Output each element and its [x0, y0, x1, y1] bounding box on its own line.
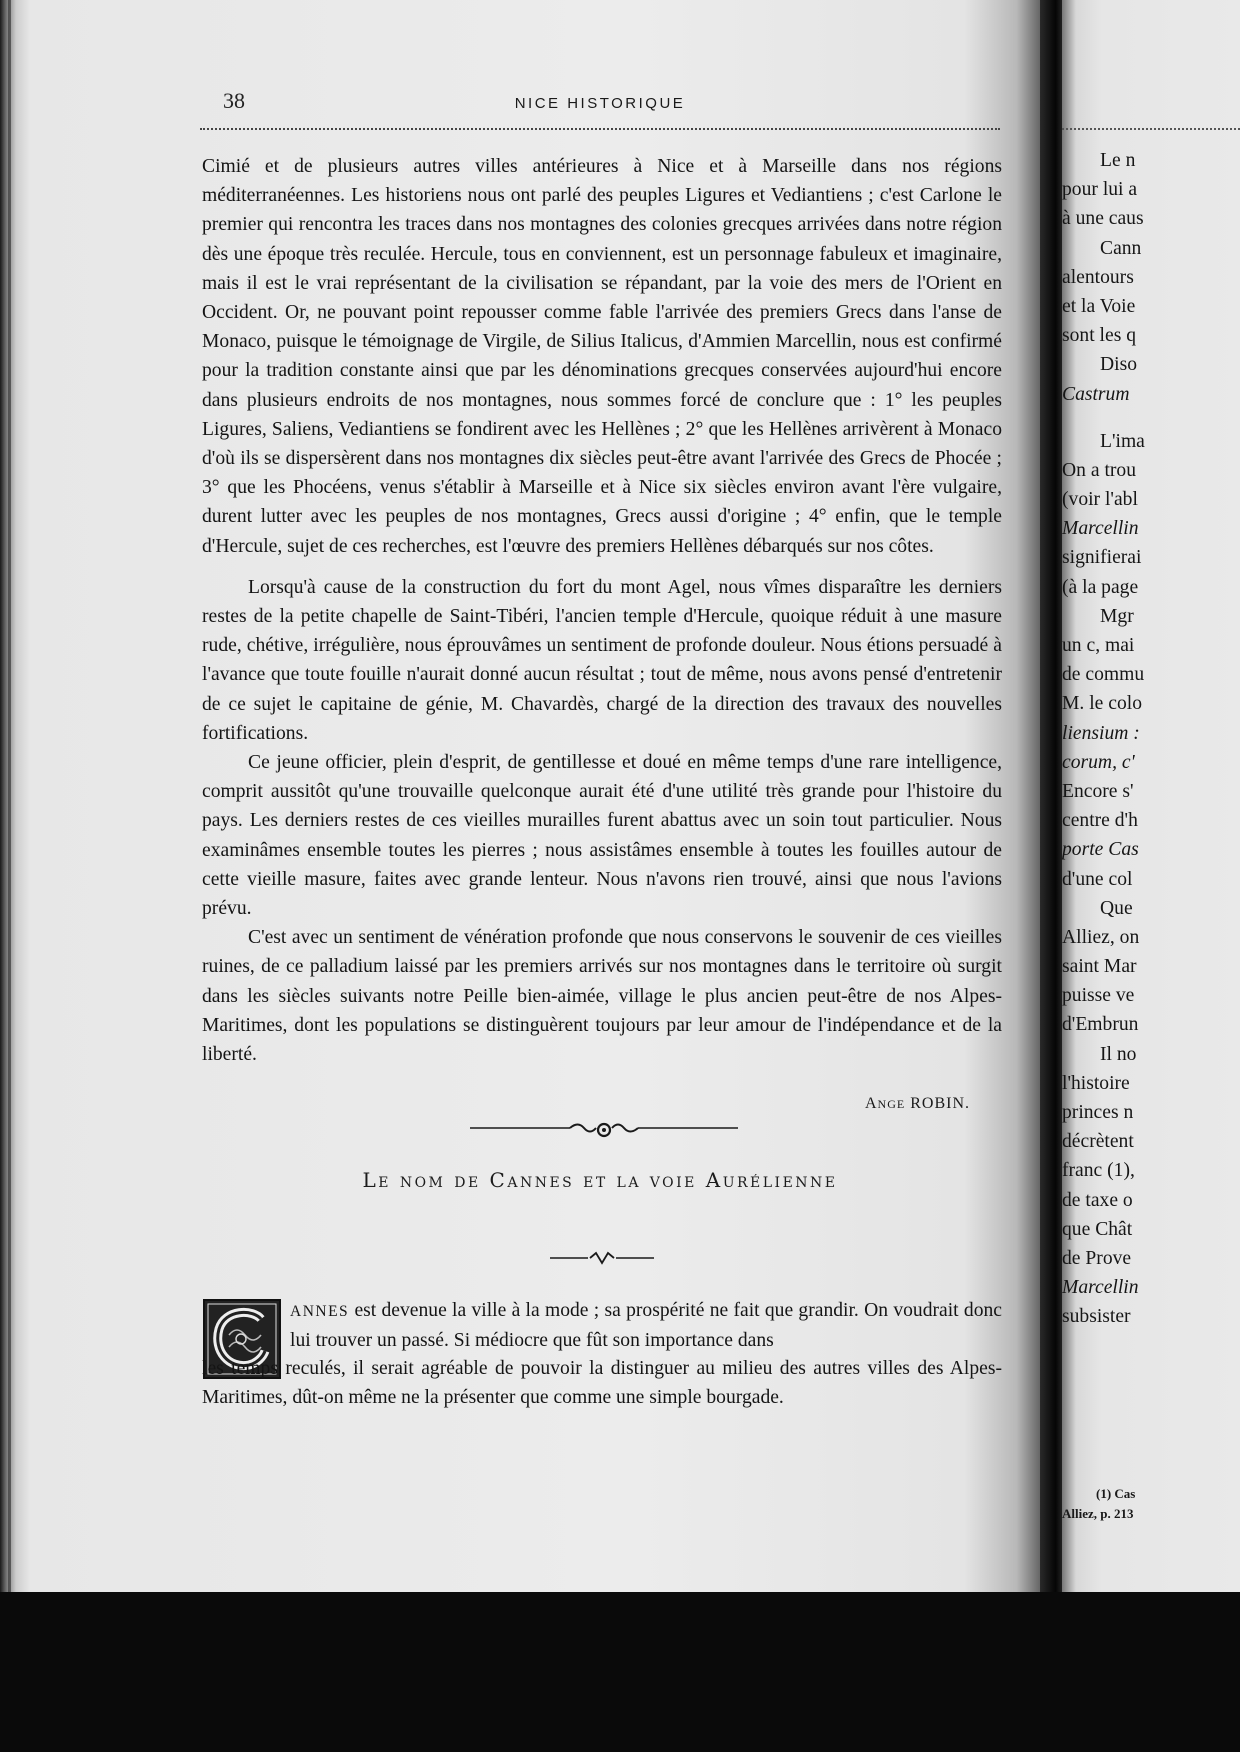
- right-page-line: sont les q: [1062, 325, 1137, 347]
- right-page-footnotes: [1062, 1484, 1240, 1524]
- right-page-line: Il no: [1100, 1043, 1137, 1065]
- right-page-line: de taxe o: [1062, 1189, 1133, 1211]
- right-page-line: Castrum: [1062, 383, 1130, 405]
- right-page-line: de commu: [1062, 664, 1145, 686]
- signature-firstname-rest: NGE: [877, 1097, 906, 1111]
- right-page-line: Que: [1100, 897, 1133, 919]
- right-page-line: Marcellin: [1062, 1277, 1139, 1299]
- article2-body: [202, 1354, 1002, 1412]
- right-page-line: de Prove: [1062, 1247, 1132, 1269]
- right-page-line: décrètent: [1062, 1131, 1134, 1153]
- right-page-line: signifierai: [1062, 547, 1142, 569]
- paragraph: C'est avec un sentiment de vénération profonde que nous conservons le souvenir de ces vieilles ruines, de ce palladium laissé par les premiers arrivés sur nos montagnes dans le territoire où surgit dans les siècles suivants notre Peille bien-aimée, village le plus ancien peut-être de nos Alpes-Maritimes, dont les populations se distinguèrent toujours par leur amour de l'indépendance et de la liberté.: [202, 927, 1002, 1066]
- right-page-line: d'Embrun: [1062, 1014, 1139, 1036]
- author-signature: [760, 1095, 970, 1113]
- right-page: [1062, 0, 1240, 1592]
- right-page-line: Encore s': [1062, 780, 1134, 802]
- header-dotted-rule: [200, 128, 1000, 130]
- paragraph: les temps reculés, il serait agréable de pouvoir la distinguer au milieu des autres villes des Alpes-Maritimes, dût-on même ne la présenter que comme une simple bourgade.: [202, 1358, 1002, 1409]
- article2-opening: [290, 1296, 1002, 1355]
- right-page-text: [1062, 146, 1240, 1332]
- right-page-line: Cann: [1100, 237, 1142, 259]
- article-body: [202, 152, 1002, 1069]
- right-page-line: Mgr: [1100, 605, 1134, 627]
- page-number: 38: [223, 88, 245, 113]
- right-page-line: un c, mai: [1062, 635, 1135, 656]
- right-page-line: franc (1),: [1062, 1160, 1135, 1182]
- right-page-line: à une caus: [1062, 208, 1144, 230]
- right-page-line: On a trou: [1062, 459, 1137, 481]
- right-page-line: L'ima: [1100, 430, 1145, 452]
- right-page-line: que Chât: [1062, 1218, 1133, 1240]
- right-page-line: M. le colo: [1062, 693, 1142, 715]
- right-page-line: liensium :: [1062, 722, 1140, 744]
- right-page-line: Le n: [1100, 150, 1136, 171]
- paragraph: Lorsqu'à cause de la construction du fort du mont Agel, nous vîmes disparaître les derniers restes de la petite chapelle de Saint-Tibéri, l'ancien temple d'Hercule, quoique réduit à une masure rude, chétive, irrégulière, nous éprouvâmes un sentiment de profonde douleur. Nous étions persuadé à l'avance que toute fouille n'aurait donné aucun résultat ; tout de même, nous avons pensé d'entretenir de ce sujet le capitaine de génie, M. Chavardès, chargé de la direction des travaux des nouvelles fortifications.: [202, 576, 1002, 744]
- paragraph: Cimié et de plusieurs autres villes antérieures à Nice et à Marseille dans nos régions méditerranéennes. Les historiens nous ont parlé des peuples Ligures et Vediantiens ; c'est Carlone le premier qui rencontra les traces dans nos montagnes des colonies grecques arrivées dans notre région dès une époque très reculée. Hercule, tous en conviennent, est un personnage fabuleux et imaginaire, mais il est le vrai représentant de la civilisation se répandant, par la voie des mers de l'Orient en Occident. Or, ne pouvant point repousser comme fable l'arrivée des premiers Grecs dans l'anse de Monaco, puisque le témoignage de Virgile, de Silius Italicus, d'Ammien Marcellin, nous est confirmé pour la tradition constante ainsi que par les dénominations grecques conservées aujourd'hui encore dans plusieurs endroits de nos montagnes, nous sommes forcé de conclure que : 1° les peuples Ligures, Saliens, Vediantiens se fondirent avec les Hellènes ; 2° que les Hellènes arrivèrent à Monaco d'où ils se dispersèrent dans nos montagnes dix siècles peut-être avant l'arrivée des Grecs de Phocée ; 3° que les Phocéens, venus s'établir à Marseille et à Nice six siècles environ avant l'ère vulgaire, durent lutter avec les peuples de nos montagnes, Grecs aussi d'origine ; 4° enfin, que le temple d'Hercule, sujet de ces recherches, est l'œuvre des premiers Hellènes débarqués sur nos côtes.: [202, 156, 1002, 557]
- first-word-rest: ANNES: [290, 1303, 350, 1320]
- right-page-line: centre d'h: [1062, 810, 1138, 832]
- right-page-line: subsister: [1062, 1306, 1131, 1328]
- right-page-line: alentours: [1062, 266, 1134, 288]
- right-page-line: [1062, 409, 1240, 427]
- right-page-line: princes n: [1062, 1102, 1134, 1123]
- right-page-line: pour lui a: [1062, 179, 1138, 201]
- opening-lines: est devenue la ville à la mode ; sa prospérité ne fait que grandir. On voudrait donc lui trouver un passé. Si médiocre que fût son importance dans: [290, 1300, 1002, 1352]
- right-page-line: d'une col: [1062, 868, 1133, 890]
- right-page-line: (voir l'abl: [1062, 489, 1138, 511]
- right-page-line: saint Mar: [1062, 956, 1137, 978]
- right-page-line: corum, c': [1062, 751, 1135, 773]
- right-page-line: puisse ve: [1062, 985, 1135, 1007]
- right-page-line: l'histoire: [1062, 1072, 1130, 1094]
- right-page-line: Alliez, on: [1062, 926, 1140, 948]
- ornamental-divider: [470, 1118, 738, 1150]
- journal-title: NICE HISTORIQUE: [514, 95, 686, 112]
- footnote-line: Alliez, p. 213: [1062, 1506, 1134, 1521]
- right-page-line: porte Cas: [1062, 839, 1139, 861]
- right-page-line: et la Voie: [1062, 295, 1136, 317]
- right-page-header-rule: [1062, 128, 1240, 130]
- footnote-line: (1) Cas: [1096, 1486, 1136, 1501]
- title-ornament: [550, 1248, 654, 1268]
- right-page-line: Diso: [1100, 354, 1138, 376]
- article-title: Le nom de Cannes et la voie Aurélienne: [362, 1168, 838, 1192]
- running-head: [200, 88, 1000, 128]
- right-page-line: Marcellin: [1062, 518, 1139, 540]
- signature-initial: A: [864, 1095, 878, 1112]
- right-page-line: (à la page: [1062, 576, 1139, 598]
- signature-surname: ROBIN.: [910, 1095, 970, 1112]
- paragraph: Ce jeune officier, plein d'esprit, de gentillesse et doué en même temps d'une rare intelligence, comprit aussitôt qu'une trouvaille quelconque aurait été d'une utilité très grande pour l'histoire du pays. Les derniers restes de ces vieilles murailles furent abattus avec un soin tout particulier. Nous examinâmes ensemble toutes les pierres ; nous assistâmes ensemble à toutes les fouilles autour de cette vieille masure, faites avec grande lenteur. Nous n'avons rien trouvé, ainsi que nous l'avions prévu.: [202, 752, 1002, 920]
